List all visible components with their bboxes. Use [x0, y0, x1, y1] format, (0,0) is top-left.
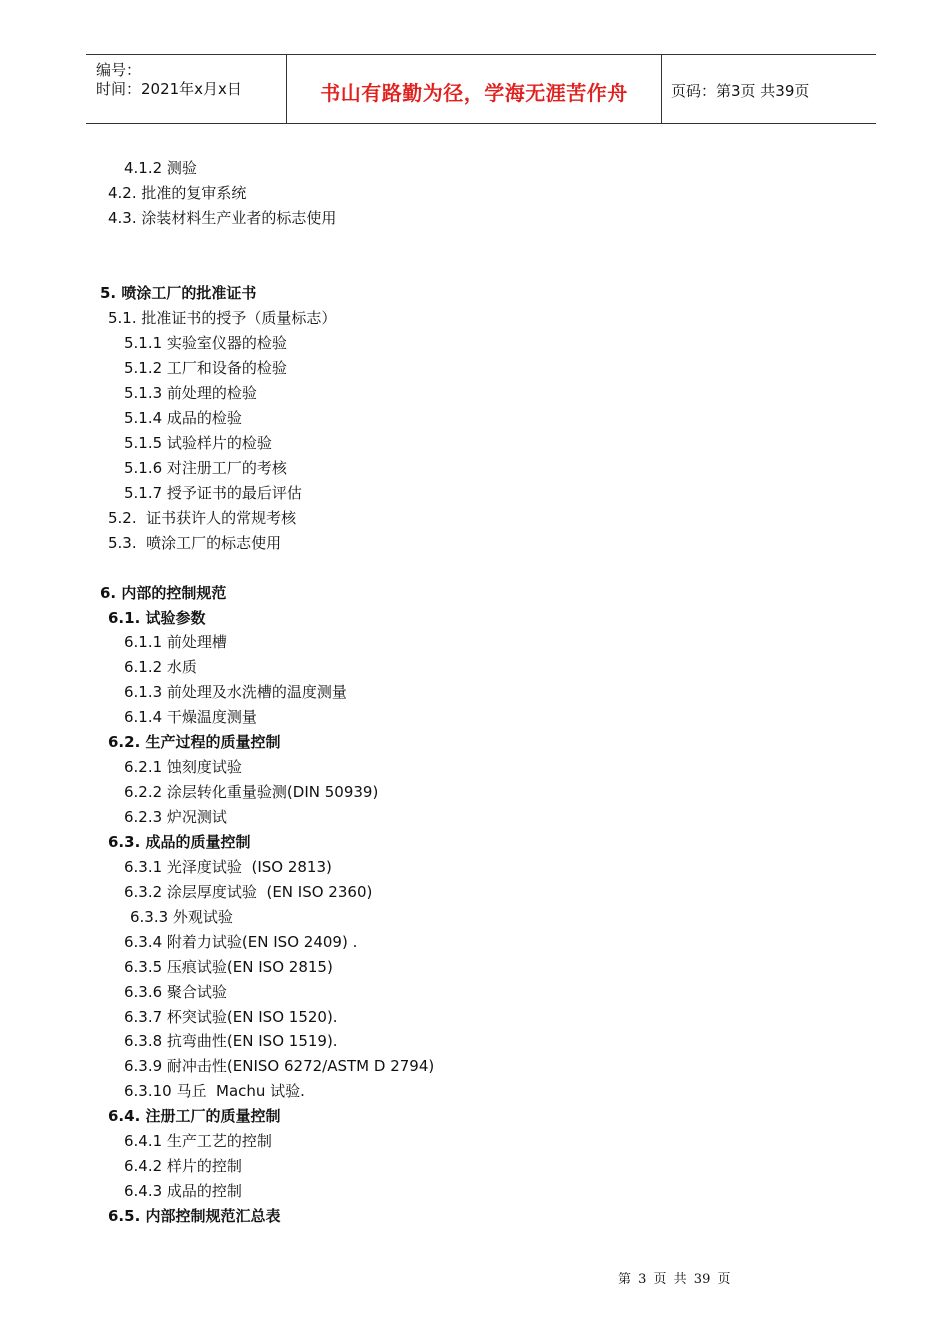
outline-line: 6.2.3 炉况测试: [124, 808, 227, 826]
subsection-heading: 6.4. 注册工厂的质量控制: [108, 1107, 281, 1125]
outline-line: 5.1.3 前处理的检验: [124, 384, 257, 402]
outline-line: 6.1.2 水质: [124, 658, 197, 676]
outline-line: 6.1.4 干燥温度测量: [124, 708, 257, 726]
outline-line: 6.2.1 蚀刻度试验: [124, 758, 242, 776]
header-page-cell: [661, 55, 876, 123]
outline-line: 5.1. 批准证书的授予（质量标志）: [108, 309, 337, 327]
subsection-heading: 6.5. 内部控制规范汇总表: [108, 1207, 281, 1225]
outline-line: 6.3.2 涂层厚度试验 (EN ISO 2360): [124, 883, 373, 901]
header-motto: 书山有路勤为径，学海无涯苦作舟: [320, 81, 628, 105]
outline-line: 6.3.9 耐冲击性(ENISO 6272/ASTM D 2794): [124, 1057, 435, 1075]
outline-line: 6.1.3 前处理及水洗槽的温度测量: [124, 683, 347, 701]
outline-line: 6.2.2 涂层转化重量验测(DIN 50939): [124, 783, 379, 801]
outline-line: 4.2. 批准的复审系统: [108, 184, 247, 202]
outline-line: 4.1.2 测验: [124, 159, 197, 177]
page-footer: 第 3 页 共 39 页: [618, 1272, 731, 1287]
outline-line: 6.4.1 生产工艺的控制: [124, 1132, 272, 1150]
header-page-info: 页码：第3页 共39页: [671, 82, 810, 100]
outline-line: 6.1.1 前处理槽: [124, 633, 227, 651]
subsection-heading: 6.1. 试验参数: [108, 609, 206, 627]
page-header: [86, 54, 876, 124]
outline-line: 5.1.7 授予证书的最后评估: [124, 484, 302, 502]
outline-line: 5.3. 喷涂工厂的标志使用: [108, 534, 282, 552]
outline-line: 5.1.4 成品的检验: [124, 409, 242, 427]
header-info-cell: [86, 55, 286, 123]
subsection-heading: 6.2. 生产过程的质量控制: [108, 733, 281, 751]
outline-line: 5.1.6 对注册工厂的考核: [124, 459, 287, 477]
outline-line: 6.3.6 聚合试验: [124, 983, 227, 1001]
outline-line: 4.3. 涂装材料生产业者的标志使用: [108, 209, 337, 227]
outline-line: 6.3.10 马丘 Machu 试验.: [124, 1082, 305, 1100]
outline-line: 5.1.2 工厂和设备的检验: [124, 359, 287, 377]
section-heading: 5. 喷涂工厂的批准证书: [100, 284, 257, 302]
outline-line: 6.4.3 成品的控制: [124, 1182, 242, 1200]
outline-line: 5.2. 证书获许人的常规考核: [108, 509, 297, 527]
document-number-label: 编号：: [96, 61, 142, 79]
outline-line: 6.3.1 光泽度试验 (ISO 2813): [124, 858, 332, 876]
outline-line: 6.3.3 外观试验: [130, 908, 233, 926]
outline-line: 6.3.5 压痕试验(EN ISO 2815): [124, 958, 333, 976]
outline-line: 6.3.7 杯突试验(EN ISO 1520).: [124, 1008, 338, 1026]
outline-line: 5.1.5 试验样片的检验: [124, 434, 272, 452]
outline-line: 5.1.1 实验室仪器的检验: [124, 334, 287, 352]
section-heading: 6. 内部的控制规范: [100, 584, 227, 602]
document-time-label: 时间：2021年x月x日: [96, 80, 242, 98]
subsection-heading: 6.3. 成品的质量控制: [108, 833, 251, 851]
header-motto-cell: [286, 55, 662, 123]
outline-line: 6.4.2 样片的控制: [124, 1157, 242, 1175]
outline-line: 6.3.8 抗弯曲性(EN ISO 1519).: [124, 1032, 338, 1050]
outline-line: 6.3.4 附着力试验(EN ISO 2409) .: [124, 933, 358, 951]
